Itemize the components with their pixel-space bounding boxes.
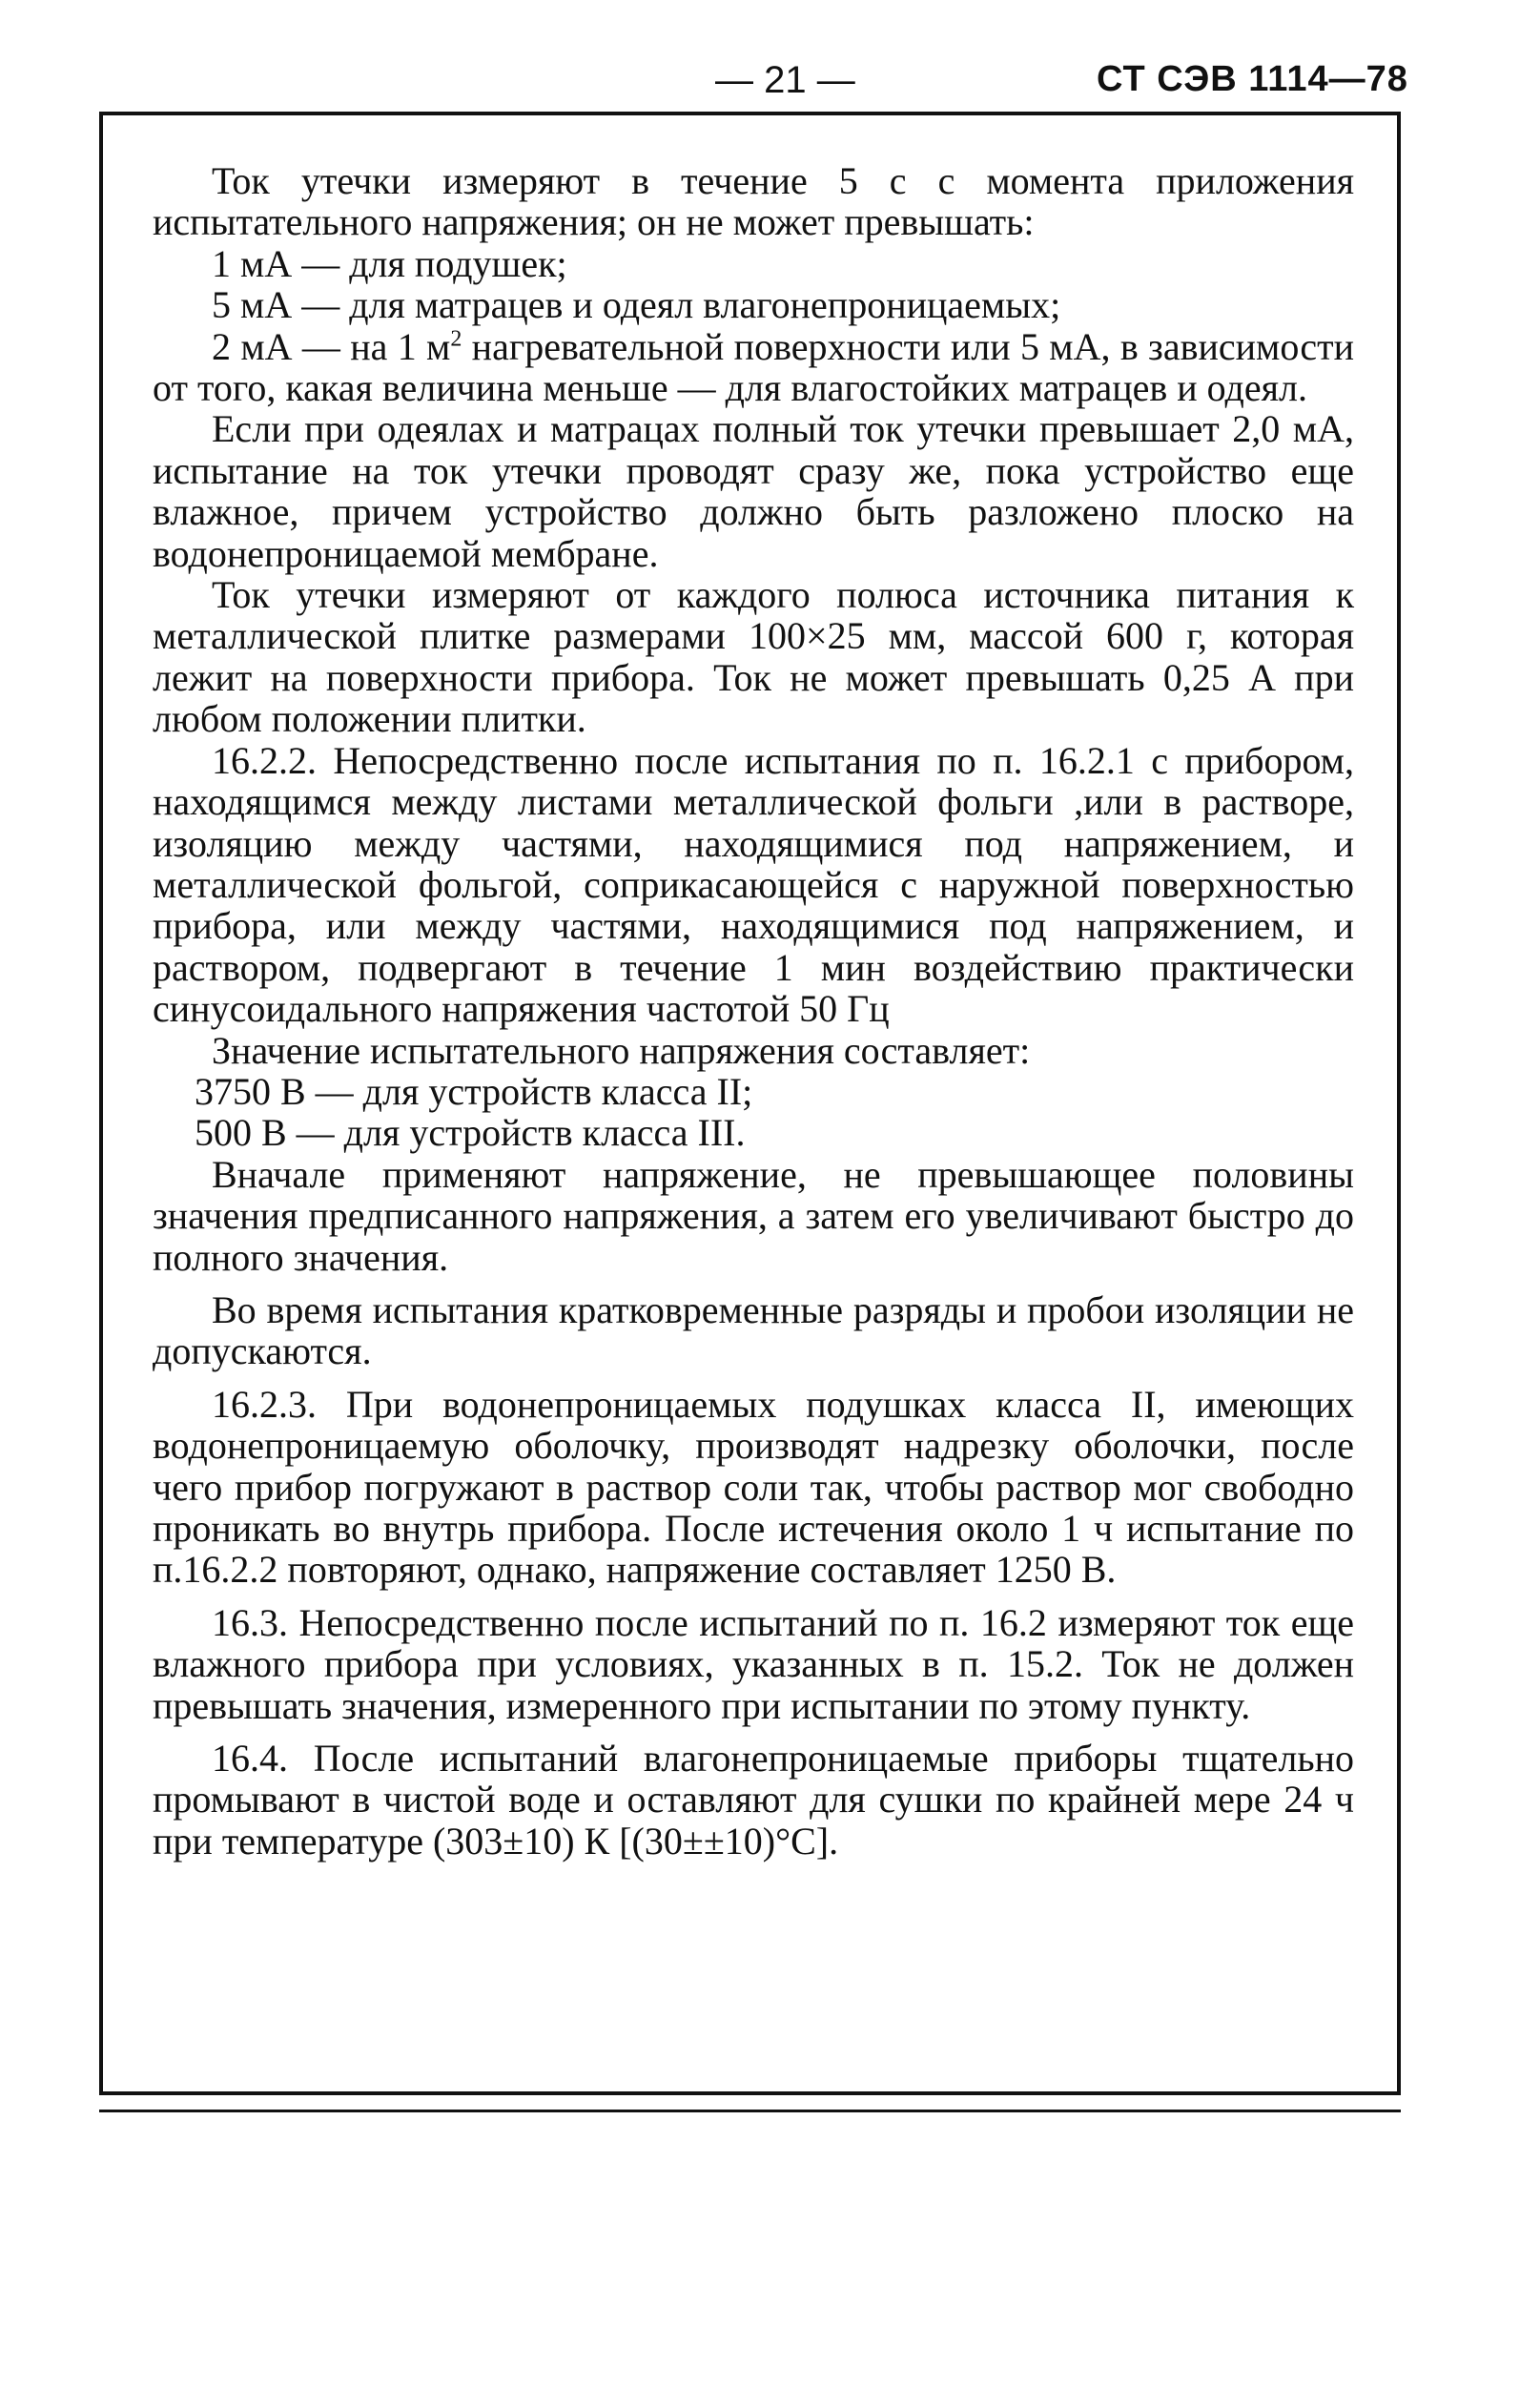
paragraph-plate-measurement: Ток утечки измеряют от каждого полюса источника питания к металлической плитке размерами 100×25 мм, массой 600 г, которая лежит на поверхности прибора. Ток не может превышать 0,25 А при любом положении плитки. (153, 573, 1354, 741)
paragraph-total-leakage: Если при одеялах и матрацах полный ток утечки превышает 2,0 мА, испытание на ток утечки проводят сразу же, пока устройство еще влажное, причем устройство должно быть разложено плоско на водонепроницаемой мембране. (153, 407, 1354, 575)
paragraph-leakage-intro: Ток утечки измеряют в течение 5 с с момента приложения испытательного напряжения; он не может превышать: (153, 159, 1354, 244)
text-fragment: 2 мА — на 1 м (212, 324, 451, 368)
paragraph-test-voltage: Значение испытательного напряжения составляет: (212, 1028, 1031, 1072)
paragraph-16-2-3: 16.2.3. При водонепроницаемых подушках класса II, имеющих водонепроницаемую оболочку, производят надрезку оболочки, после чего прибор погружают в раствор соли так, чтобы раствор мог свободно проникать во внутрь прибора. После истечения около 1 ч испытание по п.16.2.2 повторяют, однако, напряжение составляет 1250 В. (153, 1382, 1354, 1592)
paragraph-16-4: 16.4. После испытаний влагонепроницаемые приборы тщательно промывают в чистой воде и оставляют для сушки по крайней мере 24 ч при температуре (303±10) К [(30±±10)°С]. (153, 1737, 1354, 1863)
superscript: 2 (450, 326, 462, 352)
document-body (153, 160, 1354, 1862)
list-item-mattresses: 5 мА — для матрацев и одеял влагонепроницаемых; (212, 283, 1061, 327)
paragraph-16-2-2: 16.2.2. Непосредственно после испытания по п. 16.2.1 с прибором, находящимся между листами металлической фольги ,или в растворе, изоляцию между частями, находящимися под напряжением, и металлической фольгой, соприкасающейся с наружной поверхностью прибора, или между частями, находящимися под напряжением, и раствором, подвергают в течение 1 мин воздействию практически синусоидального напряжения частотой 50 Гц (153, 738, 1354, 1031)
paragraph-voltage-ramp: Вначале применяют напряжение, не превышающее половины значения предписанного напряжения, а затем его увеличивают быстро до полного значения. (153, 1152, 1354, 1279)
text-fragment: нагревательной поверхности или 5 мА, в зависимости от того, какая величина меньше — для влагостойких матрацев и одеял. (153, 324, 1354, 410)
bottom-rule (99, 2110, 1401, 2112)
voltage-class-iii: 500 В — для устройств класса III. (195, 1111, 746, 1155)
list-item-heating-surface (153, 326, 1354, 409)
voltage-class-ii: 3750 В — для устройств класса II; (195, 1069, 753, 1113)
paragraph-16-3: 16.3. Непосредственно после испытаний по п. 16.2 измеряют ток еще влажного прибора при условиях, указанных в п. 15.2. Ток не должен превышать значения, измеренного при испытании по этому пункту. (153, 1600, 1354, 1727)
standard-code: СТ СЭВ 1114—78 (1097, 59, 1408, 99)
list-item-pillows: 1 мА — для подушек; (212, 241, 567, 285)
page-number: — 21 — (715, 59, 855, 101)
page-header (0, 59, 1540, 116)
paragraph-no-breakdown: Во время испытания кратковременные разряды и пробои изоляции не допускаются. (153, 1287, 1354, 1373)
